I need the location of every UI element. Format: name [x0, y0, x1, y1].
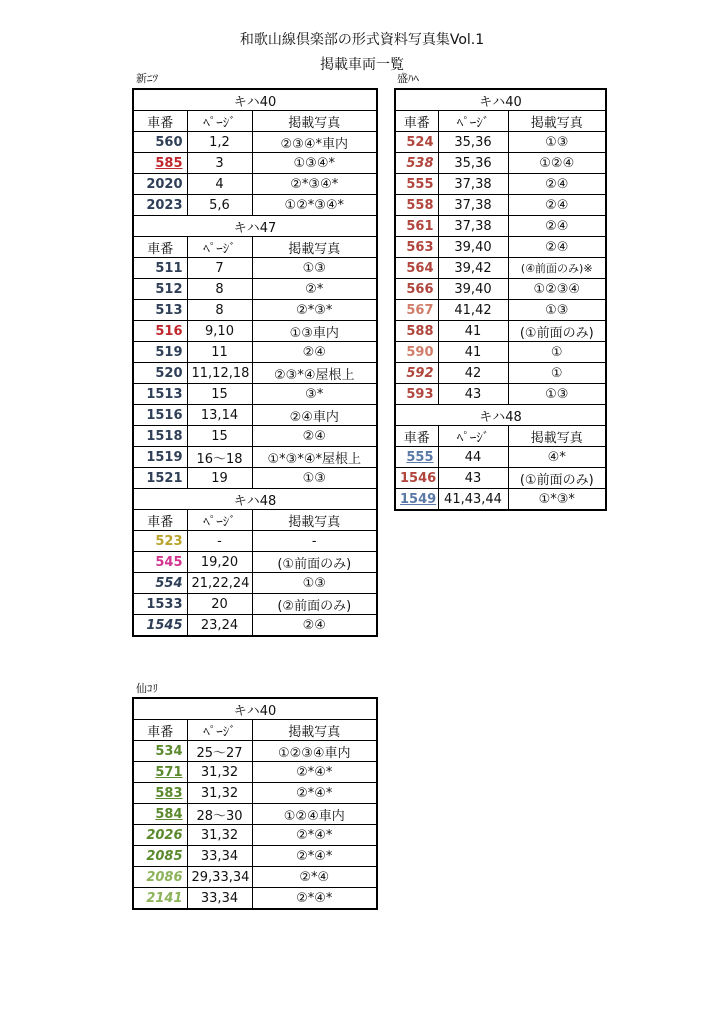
page-ref: 42	[438, 363, 508, 384]
photo-list: ②*④*	[252, 846, 377, 867]
morioka-vehicle-table	[394, 88, 607, 511]
photo-list: (①前面のみ)	[508, 321, 606, 342]
col-header-page: ﾍﾟｰｼﾞ	[438, 111, 508, 132]
photo-list: ②④	[508, 216, 606, 237]
document-title: 和歌山線倶楽部の形式資料写真集Vol.1	[239, 32, 485, 48]
col-header-page: ﾍﾟｰｼﾞ	[187, 720, 252, 741]
photo-list: ①③車内	[252, 321, 377, 342]
photo-list: (①前面のみ)	[508, 468, 606, 489]
col-header-photos: 掲載写真	[252, 510, 377, 531]
car-number: 2023	[133, 195, 187, 216]
table-row	[133, 405, 377, 426]
page-ref: 35,36	[438, 153, 508, 174]
col-header-number: 車番	[133, 237, 187, 258]
section-title-kiha48: キハ48	[395, 405, 606, 426]
page-ref: 19	[187, 468, 252, 489]
page-ref: 21,22,24	[187, 573, 252, 594]
page-ref: 31,32	[187, 825, 252, 846]
col-header-number: 車番	[395, 111, 438, 132]
page-ref: 31,32	[187, 783, 252, 804]
photo-list: -	[252, 531, 377, 552]
page-ref: 11,12,18	[187, 363, 252, 384]
section-row	[133, 698, 377, 720]
page-ref: 35,36	[438, 132, 508, 153]
page-ref: 37,38	[438, 216, 508, 237]
car-number: 538	[395, 153, 438, 174]
col-header-page: ﾍﾟｰｼﾞ	[438, 426, 508, 447]
table-row	[395, 132, 606, 153]
page-ref: 44	[438, 447, 508, 468]
header-row	[395, 111, 606, 132]
page-ref: 33,34	[187, 888, 252, 910]
page-ref: 41,43,44	[438, 489, 508, 511]
photo-list: ②④	[252, 615, 377, 637]
table-row	[133, 132, 377, 153]
page-ref: 29,33,34	[187, 867, 252, 888]
car-number: 560	[133, 132, 187, 153]
table-row	[395, 174, 606, 195]
header-row	[133, 720, 377, 741]
table-row	[395, 153, 606, 174]
page-ref: 15	[187, 426, 252, 447]
car-number: 555	[395, 174, 438, 195]
car-number: 585	[133, 153, 187, 174]
page-ref: 5,6	[187, 195, 252, 216]
col-header-photos: 掲載写真	[508, 111, 606, 132]
region-label-morioka: 盛ﾊﾍ	[397, 72, 419, 85]
car-number: 2141	[133, 888, 187, 910]
car-number: 567	[395, 300, 438, 321]
photo-list: ②*④	[252, 867, 377, 888]
car-number: 558	[395, 195, 438, 216]
table-row	[133, 888, 377, 910]
photo-list: ②*④*	[252, 783, 377, 804]
table-row	[395, 489, 606, 511]
car-number: 523	[133, 531, 187, 552]
photo-list: ①②④	[508, 153, 606, 174]
table-row	[133, 615, 377, 637]
photo-list: ②*④*	[252, 888, 377, 910]
photo-list: ②④	[252, 342, 377, 363]
table-row	[395, 237, 606, 258]
page-ref: 28～30	[187, 804, 252, 825]
table-row	[395, 216, 606, 237]
table-row	[133, 825, 377, 846]
table-row	[395, 468, 606, 489]
page-ref: 9,10	[187, 321, 252, 342]
table-row	[395, 195, 606, 216]
photo-list: ②*④*	[252, 762, 377, 783]
photo-list: ②④	[508, 174, 606, 195]
table-row	[395, 321, 606, 342]
photo-list: ①③	[252, 573, 377, 594]
car-number: 584	[133, 804, 187, 825]
table-row	[395, 384, 606, 405]
section-title-kiha40: キハ40	[395, 89, 606, 111]
table-row	[133, 363, 377, 384]
car-number: 566	[395, 279, 438, 300]
photo-list: ①*③*④*屋根上	[252, 447, 377, 468]
photo-list: ②*④*	[252, 825, 377, 846]
car-number: 1545	[133, 615, 187, 637]
car-number: 511	[133, 258, 187, 279]
photo-list: ②*③④*	[252, 174, 377, 195]
col-header-photos: 掲載写真	[252, 720, 377, 741]
photo-list: ①*③*	[508, 489, 606, 511]
car-number: 2026	[133, 825, 187, 846]
photo-list: (④前面のみ)※	[508, 258, 606, 279]
page-ref: 39,40	[438, 279, 508, 300]
photo-list: ①③④*	[252, 153, 377, 174]
section-row	[395, 89, 606, 111]
col-header-page: ﾍﾟｰｼﾞ	[187, 111, 252, 132]
photo-list: ①	[508, 363, 606, 384]
car-number: 571	[133, 762, 187, 783]
car-number: 1513	[133, 384, 187, 405]
photo-list: ①③	[252, 258, 377, 279]
table-row	[133, 447, 377, 468]
page-ref: 4	[187, 174, 252, 195]
section-title-kiha40: キハ40	[133, 89, 377, 111]
page-ref: 43	[438, 384, 508, 405]
photo-list: ①②③④車内	[252, 741, 377, 762]
table-row	[133, 195, 377, 216]
photo-list: ②④	[508, 237, 606, 258]
page-ref: 37,38	[438, 174, 508, 195]
page-ref: 11	[187, 342, 252, 363]
photo-list: ②④	[508, 195, 606, 216]
photo-list: ③*	[252, 384, 377, 405]
region-label-niitsu: 新ﾆﾂ	[136, 72, 158, 85]
car-number: 1518	[133, 426, 187, 447]
col-header-photos: 掲載写真	[252, 237, 377, 258]
table-row	[133, 594, 377, 615]
photo-list: ②③④*車内	[252, 132, 377, 153]
section-title-kiha40: キハ40	[133, 698, 377, 720]
photo-list: ②*③*	[252, 300, 377, 321]
section-row	[133, 216, 377, 237]
page-ref: 15	[187, 384, 252, 405]
table-row	[133, 384, 377, 405]
section-row	[133, 89, 377, 111]
car-number: 512	[133, 279, 187, 300]
col-header-number: 車番	[133, 720, 187, 741]
table-row	[133, 342, 377, 363]
table-row	[133, 258, 377, 279]
page-ref: 23,24	[187, 615, 252, 637]
page-ref: 39,42	[438, 258, 508, 279]
table-row	[395, 300, 606, 321]
col-header-page: ﾍﾟｰｼﾞ	[187, 237, 252, 258]
page-ref: 43	[438, 468, 508, 489]
photo-list: ①③	[508, 132, 606, 153]
car-number: 588	[395, 321, 438, 342]
table-row	[133, 741, 377, 762]
car-number: 563	[395, 237, 438, 258]
section-row	[133, 489, 377, 510]
page-ref: 25～27	[187, 741, 252, 762]
photo-list: ①②*③④*	[252, 195, 377, 216]
section-title-kiha47: キハ47	[133, 216, 377, 237]
sendai-vehicle-table	[132, 697, 378, 910]
table-row	[133, 762, 377, 783]
table-row	[133, 867, 377, 888]
car-number: 1546	[395, 468, 438, 489]
document-subtitle: 掲載車両一覧	[320, 57, 404, 73]
page-ref: 13,14	[187, 405, 252, 426]
header-row	[133, 510, 377, 531]
photo-list: ①②③④	[508, 279, 606, 300]
table-row	[133, 552, 377, 573]
table-row	[133, 300, 377, 321]
page-ref: 39,40	[438, 237, 508, 258]
car-number: 592	[395, 363, 438, 384]
table-row	[133, 279, 377, 300]
photo-list: ②*	[252, 279, 377, 300]
table-row	[395, 447, 606, 468]
car-number: 1521	[133, 468, 187, 489]
car-number: 2085	[133, 846, 187, 867]
page-ref: 7	[187, 258, 252, 279]
page-ref: 8	[187, 300, 252, 321]
table-row	[133, 531, 377, 552]
table-row	[133, 174, 377, 195]
car-number: 2020	[133, 174, 187, 195]
page-ref: 41,42	[438, 300, 508, 321]
table-row	[133, 426, 377, 447]
table-row	[395, 279, 606, 300]
car-number: 1519	[133, 447, 187, 468]
header-row	[395, 426, 606, 447]
col-header-number: 車番	[395, 426, 438, 447]
page-ref: 16～18	[187, 447, 252, 468]
car-number: 520	[133, 363, 187, 384]
photo-list: (①前面のみ)	[252, 552, 377, 573]
car-number: 555	[395, 447, 438, 468]
table-row	[395, 342, 606, 363]
photo-list: ②④	[252, 426, 377, 447]
table-row	[133, 468, 377, 489]
photo-list: ①②④車内	[252, 804, 377, 825]
photo-list: ④*	[508, 447, 606, 468]
photo-list: (②前面のみ)	[252, 594, 377, 615]
car-number: 524	[395, 132, 438, 153]
page-ref: 1,2	[187, 132, 252, 153]
car-number: 564	[395, 258, 438, 279]
page-ref: 31,32	[187, 762, 252, 783]
car-number: 534	[133, 741, 187, 762]
col-header-number: 車番	[133, 111, 187, 132]
car-number: 583	[133, 783, 187, 804]
niitsu-vehicle-table	[132, 88, 378, 637]
page-ref: 41	[438, 342, 508, 363]
car-number: 513	[133, 300, 187, 321]
car-number: 593	[395, 384, 438, 405]
photo-list: ②③*④屋根上	[252, 363, 377, 384]
photo-list: ②④車内	[252, 405, 377, 426]
region-label-sendai: 仙ｺﾘ	[136, 682, 158, 695]
car-number: 1533	[133, 594, 187, 615]
table-row	[395, 258, 606, 279]
table-row	[133, 783, 377, 804]
page-ref: -	[187, 531, 252, 552]
car-number: 590	[395, 342, 438, 363]
car-number: 561	[395, 216, 438, 237]
car-number: 1516	[133, 405, 187, 426]
table-row	[133, 153, 377, 174]
page-ref: 3	[187, 153, 252, 174]
col-header-photos: 掲載写真	[508, 426, 606, 447]
photo-list: ①③	[252, 468, 377, 489]
col-header-number: 車番	[133, 510, 187, 531]
page-ref: 8	[187, 279, 252, 300]
car-number: 545	[133, 552, 187, 573]
car-number: 554	[133, 573, 187, 594]
page-ref: 41	[438, 321, 508, 342]
page-ref: 20	[187, 594, 252, 615]
car-number: 1549	[395, 489, 438, 511]
car-number: 2086	[133, 867, 187, 888]
col-header-photos: 掲載写真	[252, 111, 377, 132]
page-ref: 19,20	[187, 552, 252, 573]
photo-list: ①③	[508, 384, 606, 405]
section-row	[395, 405, 606, 426]
table-row	[133, 804, 377, 825]
photo-list: ①③	[508, 300, 606, 321]
table-row	[395, 363, 606, 384]
page-ref: 33,34	[187, 846, 252, 867]
col-header-page: ﾍﾟｰｼﾞ	[187, 510, 252, 531]
table-row	[133, 846, 377, 867]
table-row	[133, 573, 377, 594]
table-row	[133, 321, 377, 342]
car-number: 519	[133, 342, 187, 363]
photo-list: ①	[508, 342, 606, 363]
car-number: 516	[133, 321, 187, 342]
header-row	[133, 237, 377, 258]
page-ref: 37,38	[438, 195, 508, 216]
header-row	[133, 111, 377, 132]
section-title-kiha48: キハ48	[133, 489, 377, 510]
